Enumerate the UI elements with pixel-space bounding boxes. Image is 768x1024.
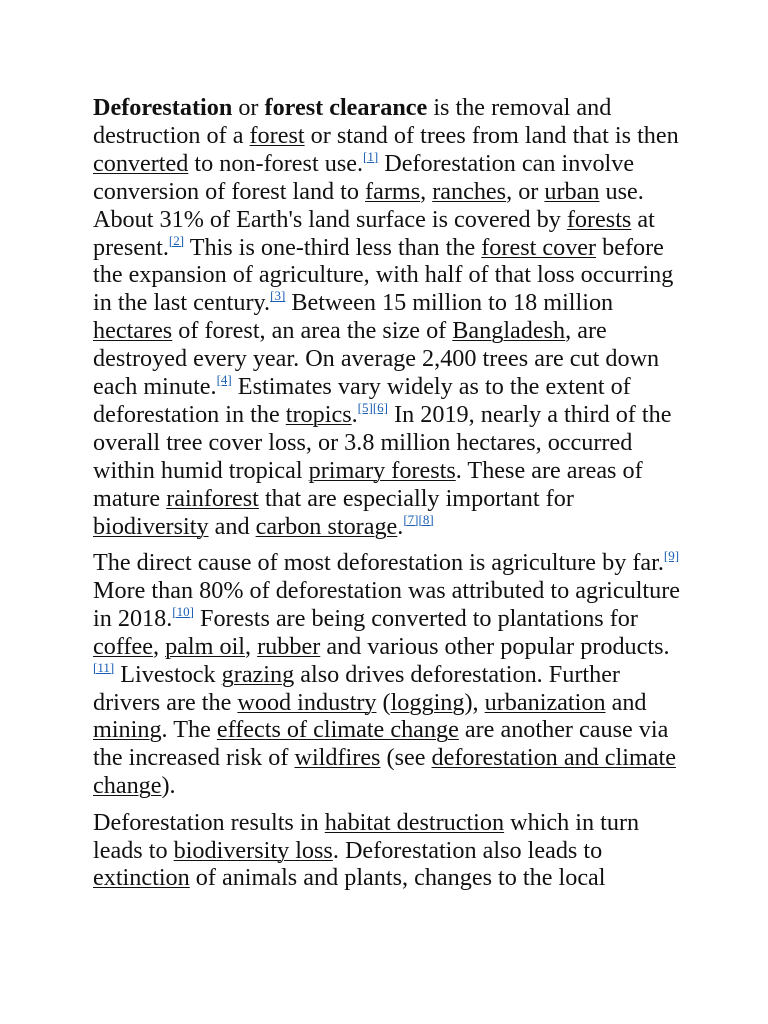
text: Estimates vary widely as to the extent of deforestation in the xyxy=(93,373,631,428)
citation-group-5-6 xyxy=(358,401,388,428)
citation-group-7-8 xyxy=(403,513,433,540)
link-primary-forests[interactable]: primary forests xyxy=(308,456,456,484)
link-rainforest[interactable]: rainforest xyxy=(166,484,259,512)
link-habitat-destruction[interactable]: habitat destruction xyxy=(324,808,505,836)
text: Forests are being converted to plantations for xyxy=(193,604,638,632)
text: before the expansion of agriculture, with half of that loss occurring in the last century. xyxy=(93,233,674,317)
text: to non-forest use. xyxy=(188,149,364,177)
link-forests[interactable]: forests xyxy=(566,205,632,233)
text: , or xyxy=(506,177,545,205)
citation-8[interactable]: [8] xyxy=(418,511,434,527)
citation-3[interactable]: [3] xyxy=(270,288,286,304)
citation-4[interactable]: [4] xyxy=(216,372,232,388)
link-urbanization[interactable]: urbanization xyxy=(484,688,606,716)
link-carbon-storage[interactable]: carbon storage xyxy=(255,512,398,540)
link-ranches[interactable]: ranches xyxy=(432,177,507,205)
text: and various other popular products. xyxy=(320,632,670,660)
link-coffee[interactable]: coffee xyxy=(93,632,153,660)
text: . xyxy=(397,512,404,540)
citation-9[interactable]: [9] xyxy=(663,548,680,563)
link-biodiversity-loss[interactable]: biodiversity loss xyxy=(173,836,333,864)
text: are another cause via the increased risk of xyxy=(93,716,669,772)
link-bangladesh[interactable]: Bangladesh xyxy=(452,317,566,345)
link-forest-cover[interactable]: forest cover xyxy=(481,233,597,261)
link-mining[interactable]: mining xyxy=(93,716,162,744)
paragraph-causes xyxy=(93,549,683,800)
link-forest[interactable]: forest xyxy=(249,121,305,149)
text: which in turn leads to xyxy=(93,808,640,864)
link-deforestation-and-climate-change[interactable]: deforestation and climate change xyxy=(93,744,676,800)
term-forest-clearance: forest clearance xyxy=(264,94,428,121)
text: . xyxy=(351,400,358,428)
text: or stand of trees from land that is then xyxy=(304,121,679,149)
term-deforestation: Deforestation xyxy=(93,94,233,121)
text: at present. xyxy=(93,205,655,261)
text: . Deforestation also leads to xyxy=(332,836,603,864)
article-body xyxy=(93,94,683,901)
link-wildfires[interactable]: wildfires xyxy=(294,744,381,772)
text: Deforestation results in xyxy=(93,808,325,836)
text: This is one-third less than the xyxy=(184,233,482,261)
text: , are destroyed every year. On average 2,400 trees are cut down each minute. xyxy=(93,317,660,401)
paragraph-intro xyxy=(93,94,683,541)
paragraph-effects xyxy=(93,809,683,893)
text: that are especially important for xyxy=(258,484,574,512)
link-farms[interactable]: farms xyxy=(365,177,421,205)
text: . The xyxy=(161,716,217,744)
text: is the removal and destruction of a xyxy=(93,94,612,149)
link-converted[interactable]: converted xyxy=(93,149,189,177)
link-extinction[interactable]: extinction xyxy=(93,864,190,892)
text: ( xyxy=(376,688,391,716)
text: ). xyxy=(161,772,176,800)
link-grazing[interactable]: grazing xyxy=(221,660,295,688)
citation-5[interactable]: [5] xyxy=(357,399,373,415)
citation-2[interactable]: [2] xyxy=(168,232,185,248)
text: , xyxy=(420,177,433,205)
link-urban[interactable]: urban xyxy=(544,177,600,205)
text: and xyxy=(208,512,256,540)
link-palm-oil[interactable]: palm oil xyxy=(165,632,246,660)
link-hectares[interactable]: hectares xyxy=(93,317,173,345)
link-effects-of-climate-change[interactable]: effects of climate change xyxy=(216,716,459,744)
citation-7[interactable]: [7] xyxy=(403,511,419,527)
link-tropics[interactable]: tropics xyxy=(285,400,352,428)
citation-10[interactable]: [10] xyxy=(172,603,194,619)
link-logging[interactable]: logging xyxy=(390,688,465,716)
text: or xyxy=(232,94,265,121)
text: and xyxy=(605,688,647,716)
citation-1[interactable]: [1] xyxy=(363,148,379,164)
text: (see xyxy=(380,744,432,772)
text: In 2019, nearly a third of the overall tree cover loss, or 3.8 million hectares, occurred within humid tropical xyxy=(93,400,672,484)
text: of animals and plants, changes to the local xyxy=(189,864,606,892)
link-wood-industry[interactable]: wood industry xyxy=(237,688,377,716)
citation-11[interactable]: [11] xyxy=(93,659,115,675)
text: . These are areas of mature xyxy=(93,456,643,512)
text: also drives deforestation. Further drivers are the xyxy=(93,660,620,716)
text: ), xyxy=(464,688,485,716)
text: , xyxy=(152,632,166,660)
text: , xyxy=(245,632,258,660)
text: The direct cause of most deforestation is agriculture by far. xyxy=(93,549,664,576)
text: Deforestation can involve conversion of forest land to xyxy=(93,149,635,205)
link-rubber[interactable]: rubber xyxy=(257,632,321,660)
text: More than 80% of deforestation was attributed to agriculture in 2018. xyxy=(93,576,681,632)
citation-6[interactable]: [6] xyxy=(372,399,389,415)
text: use. About 31% of Earth's land surface is covered by xyxy=(93,177,644,233)
text: Livestock xyxy=(114,660,222,688)
text: Between 15 million to 18 million xyxy=(285,289,614,317)
text: of forest, an area the size of xyxy=(172,317,453,345)
link-biodiversity[interactable]: biodiversity xyxy=(93,512,209,540)
